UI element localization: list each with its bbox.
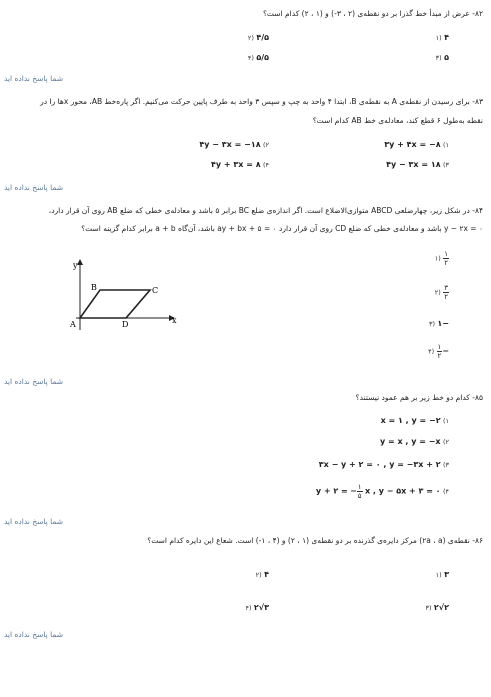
q86-option-2[interactable] [256, 570, 269, 579]
q82-option-4-text: ۵/۵ [256, 53, 269, 62]
q82-option-3-number: (۳ [435, 54, 442, 62]
q86-status: شما پاسخ نداده اید [4, 630, 64, 639]
q84-option-1-numerator: ۱ [444, 250, 448, 258]
q82-option-2-number: (۲ [247, 34, 254, 42]
q86-option-2-text: ۴ [264, 570, 269, 579]
q84-option-3-number: (۳ [428, 320, 436, 328]
q85-option-4-numerator: ۱ [357, 483, 362, 491]
q84-option-1-fraction [443, 250, 449, 267]
q83-option-1[interactable] [384, 140, 449, 149]
q82-option-3[interactable] [436, 53, 449, 62]
parallelogram-abcd [80, 290, 150, 318]
q82-option-1[interactable] [436, 33, 449, 42]
q85-option-4-prefix: y + ۲ = [315, 486, 348, 496]
q86-option-4[interactable] [245, 603, 269, 612]
q86-option-3-text: ۲√۲ [433, 603, 449, 612]
q84-option-4-denominator: ۲ [437, 352, 442, 360]
q85-option-1-number: (۱ [442, 417, 449, 425]
question-84-stem-line2: y − ۲x = ۰ باشد و معادله‌ی خطی که ضلع CD روی آن قرار دارد ay + bx + ۵ = ۰ باشد، آن‌گاه a + b برابر کدام گزینه است؟ [81, 224, 483, 233]
q84-option-4-number: (۴ [428, 347, 435, 356]
q82-option-2[interactable] [248, 33, 269, 42]
q84-option-1-denominator: ۲ [444, 259, 448, 267]
q85-option-1-text: x = ۱ , y = −۲ [380, 416, 441, 425]
vertex-c-label: C [152, 286, 159, 295]
q86-option-1-number: (۱ [435, 571, 442, 579]
q86-option-3-number: (۳ [425, 604, 432, 612]
q85-option-4-fraction [357, 483, 363, 500]
x-axis-label: x [172, 316, 177, 325]
question-84-stem-line1: ۸۴- در شکل زیر، چهارضلعی ABCD متوازی‌الاضلاع است. اگر اندازه‌ی ضلع BC برابر ۵ باشد و معادله‌ی خطی که ضلع AB روی آن قرار دارد، [48, 206, 483, 215]
q83-option-2-text: ۴y − ۳x = −۱۸ [199, 140, 261, 149]
q85-option-1[interactable] [381, 416, 449, 425]
q86-option-1[interactable] [436, 570, 449, 579]
q85-option-4-suffix: x , y − ۵x + ۳ = ۰ [364, 486, 441, 496]
q85-option-3[interactable] [319, 460, 449, 469]
q84-option-2-fraction [443, 284, 449, 301]
q84-option-2[interactable] [435, 284, 449, 301]
q85-option-2-number: (۲ [442, 438, 449, 446]
q83-option-2-number: (۲ [262, 141, 269, 149]
q84-option-4-numerator: ۱ [437, 343, 442, 351]
q83-option-4[interactable] [211, 160, 269, 169]
q85-option-4-number: (۴ [442, 487, 449, 496]
q84-option-2-numerator: ۳ [444, 284, 448, 292]
q85-option-3-text: ۳x − y + ۲ = ۰ , y = −۳x + ۲ [318, 460, 441, 469]
q84-status: شما پاسخ نداده اید [4, 377, 64, 386]
q82-option-4-number: (۴ [247, 54, 254, 62]
q85-status: شما پاسخ نداده اید [4, 517, 64, 526]
q84-option-4[interactable] [428, 343, 449, 360]
q86-option-2-number: (۲ [255, 571, 262, 579]
q84-option-1-number: (۱ [434, 254, 441, 263]
q83-option-3-number: (۳ [442, 161, 449, 169]
question-85-stem: ۸۵- کدام دو خط زیر بر هم عمود نیستند؟ [355, 393, 483, 402]
q86-option-1-text: ۳ [444, 570, 449, 579]
vertex-a-label: A [70, 320, 76, 329]
q82-option-3-text: ۵ [444, 53, 449, 62]
q82-option-2-text: ۴/۵ [256, 33, 269, 42]
question-82-stem: ۸۲- عرض از مبدأ خط گذرا بر دو نقطه‌ی (۲ ، ۳-) و (۱ ، ۲) کدام است؟ [262, 9, 483, 18]
q82-option-4[interactable] [248, 53, 269, 62]
question-83-stem-line2: نقطه به‌طول ۶ قطع کند، معادله‌ی خط AB کدام است؟ [312, 116, 483, 125]
q84-option-2-number: (۲ [434, 288, 441, 297]
q82-status: شما پاسخ نداده اید [4, 74, 64, 83]
q85-option-3-number: (۳ [442, 461, 449, 469]
q83-option-2[interactable] [199, 140, 269, 149]
q86-option-4-text: ۳√۲ [253, 603, 269, 612]
q84-option-1[interactable] [435, 250, 449, 267]
q85-option-4-denominator: ۵ [357, 492, 362, 500]
q82-option-1-text: ۴ [444, 33, 449, 42]
q84-option-3-text: −۱ [437, 319, 449, 328]
q83-option-1-number: (۱ [442, 141, 449, 149]
parallelogram-figure [62, 256, 184, 334]
q85-option-2[interactable] [380, 437, 449, 446]
q83-option-3[interactable] [386, 160, 449, 169]
y-axis-label: y [73, 261, 78, 270]
q85-option-2-text: y = x , y = −x [379, 437, 441, 446]
q83-option-4-text: ۴y + ۳x = ۸ [211, 160, 261, 169]
q85-option-4[interactable] [316, 483, 449, 500]
q84-option-3[interactable] [429, 319, 449, 328]
q83-option-3-text: ۴y − ۳x = ۱۸ [386, 160, 441, 169]
q83-option-1-text: ۳y + ۴x = −۸ [384, 140, 441, 149]
question-83-stem-line1: ۸۳- برای رسیدن از نقطه‌ی A به نقطه‌ی B، ابتدا ۴ واحد به چپ و سپس ۳ واحد به طرف پایین حرکت می‌کنیم. اگر پاره‌خط AB، محور xها را در [40, 97, 483, 106]
q86-option-3[interactable] [425, 603, 449, 612]
q85-option-4-sign: − [350, 486, 357, 496]
vertex-b-label: B [91, 283, 97, 292]
question-86-stem: ۸۶- نقطه‌ی (۲a ، a) مرکز دایره‌ی گذرنده بر دو نقطه‌ی (۱ ، ۲) و (۴ ، ۱-) است. شعاع این دایره کدام است؟ [147, 536, 483, 545]
q84-option-4-sign: − [442, 346, 449, 356]
vertex-d-label: D [122, 320, 129, 329]
q83-option-4-number: (۴ [262, 161, 269, 169]
q82-option-1-number: (۱ [435, 34, 442, 42]
q86-option-4-number: (۴ [245, 604, 252, 612]
q84-option-2-denominator: ۲ [444, 293, 448, 301]
q83-status: شما پاسخ نداده اید [4, 183, 64, 192]
